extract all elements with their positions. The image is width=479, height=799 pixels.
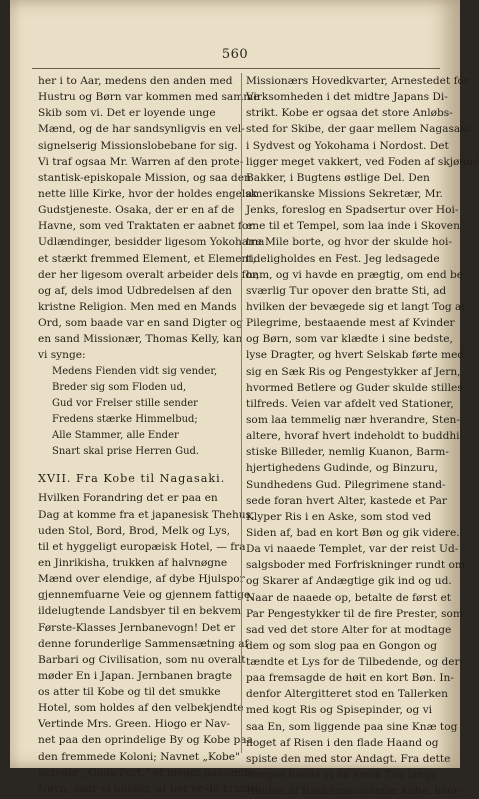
text-line: Siden af, bad en kort Bøn og gik videre. bbox=[246, 526, 460, 539]
text-line: gjennemfuarne Veie og gjennem fattige, bbox=[38, 589, 254, 602]
text-line: hvilken der bevægede sig et langt Tog af bbox=[246, 300, 466, 313]
text-line: Klyper Ris i en Aske, som stod ved bbox=[246, 510, 432, 523]
text-line: Bakker, i Bugtens østlige Del. Den bbox=[246, 171, 430, 184]
text-line: Hvilken Forandring det er paa en bbox=[38, 492, 218, 505]
text-line: og Skarer af Andægtige gik ind og ud. bbox=[246, 575, 452, 588]
text-line: lyse Dragter, og hvert Selskab førte med bbox=[246, 349, 465, 362]
text-line: og Børn, som var klædte i sine bedste, bbox=[246, 333, 453, 346]
text-line: til et hyggeligt europæisk Hotel, — fra bbox=[38, 540, 246, 553]
text-line: den fremmede Koloni; Navnet „Kobe" bbox=[38, 750, 240, 763]
text-line: nette lille Kirke, hvor der holdes engelsk bbox=[38, 187, 258, 200]
right-column bbox=[246, 73, 479, 799]
text-line: Ord, som baade var en sand Digter og bbox=[38, 317, 244, 330]
text-line: sig en Sæk Ris og Pengestykker af Jern, bbox=[246, 365, 461, 378]
text-line: tideligholdes en Fest. Jeg ledsagede bbox=[246, 252, 440, 265]
text-line: her i to Aar, medens den anden med bbox=[38, 75, 233, 87]
text-line: sede foran hvert Alter, kastede et Par bbox=[246, 494, 448, 507]
text-line: en sand Missionær, Thomas Kelly, kan bbox=[38, 333, 243, 346]
text-line: signelserig Missionslobebane for sig. bbox=[38, 139, 238, 152]
text-line: tre Mile borte, og hvor der skulde hoi- bbox=[246, 236, 452, 249]
poem-line: Snart skal prise Herren Gud. bbox=[52, 446, 200, 458]
column-divider bbox=[241, 73, 242, 753]
text-line: os atter til Kobe og til det smukke bbox=[38, 686, 221, 699]
text-line: hvormed Betlere og Guder skulde stilles bbox=[246, 381, 463, 394]
text-line: Gudstjeneste. Osaka, der er en af de bbox=[38, 204, 235, 217]
text-line: hjertighedens Gudinde, og Binzuru, bbox=[246, 462, 438, 475]
text-line: Hotel, som holdes af den velbekjendte bbox=[38, 702, 244, 715]
text-line: paa fremsagde de høit en kort Bøn. In- bbox=[246, 672, 454, 685]
left-column bbox=[38, 73, 265, 797]
text-line: amerikanske Missions Sekretær, Mr. bbox=[246, 187, 443, 200]
text-line: Sundhedens Gud. Pilegrimene stand- bbox=[246, 478, 446, 491]
text-line: Skib som vi. Det er loyende unge bbox=[38, 107, 216, 120]
poem-line: Fredens stærke Himmelbud; bbox=[52, 413, 198, 425]
text-line: Mænd, og de har sandsynligvis en vel- bbox=[38, 123, 245, 136]
text-line: ligger meget vakkert, ved Foden af skjønne bbox=[246, 155, 479, 168]
text-line: der her ligesom overalt arbeider dels for, bbox=[38, 268, 260, 281]
text-line: Tempel havde vi en smuk Tur langs bbox=[246, 769, 437, 782]
text-line: Vi traf ogsaa Mr. Warren af den prote- bbox=[38, 155, 244, 168]
text-line: ham, og vi havde en prægtig, om end be- bbox=[246, 268, 467, 281]
text-line: spiste den med stor Andagt. Fra dette bbox=[246, 752, 451, 765]
text-line: Første-Klasses Jernbanevogn! Det er bbox=[38, 621, 236, 634]
text-line: vi synge: bbox=[38, 349, 86, 362]
text-line: tændte et Lys for de Tilbedende, og der- bbox=[246, 656, 464, 669]
poem-line: Breder sig som Floden ud, bbox=[52, 381, 187, 393]
text-line: salgsboder med Forfriskninger rundt om, bbox=[246, 559, 469, 572]
text-line: med kogt Ris og Spisepinder, og vi bbox=[246, 704, 433, 717]
chapter-heading: XVII. Fra Kobe til Nagasaki. bbox=[38, 472, 226, 486]
text-line: uden Stol, Bord, Brod, Melk og Lys, bbox=[38, 524, 231, 537]
text-line: Dag at komme fra et japanesisk Thehus, bbox=[38, 508, 255, 521]
text-line: tilfreds. Veien var afdelt ved Stationer, bbox=[246, 397, 454, 410]
text-line: i Sydvest og Yokohama i Nordost. Det bbox=[246, 139, 449, 152]
page-number: 560 bbox=[221, 47, 249, 62]
text-line: denfor Altergitteret stod en Tallerken bbox=[246, 688, 449, 701]
book-page bbox=[10, 0, 479, 798]
text-line: Par Pengestykker til de fire Prester, som bbox=[246, 607, 463, 620]
text-line: stantisk-episkopale Mission, og saa den bbox=[38, 171, 251, 184]
text-line: Udlændinger, besidder ligesom Yokohama bbox=[38, 236, 265, 249]
section-gap bbox=[38, 460, 238, 468]
text-line: strikt. Kobe er ogsaa det store Anløbs- bbox=[246, 107, 453, 120]
text-line: saa En, som liggende paa sine Knæ tog bbox=[246, 720, 458, 733]
text-line: Naar de naaede op, betalte de først et bbox=[246, 591, 452, 604]
text-line: Hoiden af Bakkerne ovenfor Kobe, hvor- bbox=[246, 785, 463, 798]
text-line: som laa temmelig nær hverandre, Sten- bbox=[246, 413, 460, 426]
text-line: Missionærs Hovedkvarter, Arnestedet for bbox=[246, 75, 469, 87]
text-line: Vertinde Mrs. Green. Hiogo er Nav- bbox=[38, 718, 230, 731]
text-line: dem og som slog paa en Gongon og bbox=[246, 639, 437, 652]
left-paragraph-1 bbox=[38, 73, 265, 364]
poem-stanza bbox=[38, 364, 238, 461]
text-line: altere, hvoraf hvert indeholdt to buddhi- bbox=[246, 430, 464, 443]
text-line: denne forunderlige Sammensætning af bbox=[38, 637, 249, 650]
text-line: Pilegrime, bestaaende mest af Kvinder bbox=[246, 317, 455, 330]
text-line: Hustru og Børn var kommen med samme bbox=[38, 91, 260, 104]
text-line: Da vi naaede Templet, var der reist Ud- bbox=[246, 543, 459, 556]
text-line: net paa den oprindelige By og Kobe paa bbox=[38, 734, 253, 747]
text-line: Jenks, foreslog en Spadsertur over Hoi- bbox=[246, 204, 459, 217]
text-line: Havne, som ved Traktaten er aabnet for bbox=[38, 220, 254, 233]
left-paragraph-2 bbox=[38, 490, 261, 797]
text-line: Virksomheden i det midtre Japans Di- bbox=[246, 91, 448, 104]
text-line: betyder „Guds Port," et meget passende bbox=[38, 766, 255, 779]
text-line: et stærkt fremmed Element, et Element, bbox=[38, 252, 256, 265]
text-line: sad ved det store Alter for at modtage bbox=[246, 623, 452, 636]
text-line: sværlig Tur opover den bratte Sti, ad bbox=[246, 284, 447, 297]
text-line: og af, dels imod Udbredelsen af den bbox=[38, 284, 232, 297]
text-line: sted for Skibe, der gaar mellem Nagasaki bbox=[246, 123, 471, 136]
poem-line: Gud vor Frelser stille sender bbox=[52, 397, 198, 409]
text-line: kristne Religion. Men med en Mands bbox=[38, 300, 237, 313]
text-line: Barbari og Civilisation, som nu overalt bbox=[38, 653, 246, 666]
text-line: møder En i Japan. Jernbanen bragte bbox=[38, 669, 233, 682]
text-line: Mænd over elendige, af dybe Hjulspor bbox=[38, 573, 245, 586]
text-line: ildelugtende Landsbyer til en bekvem bbox=[38, 605, 242, 618]
poem-line: Alle Stammer, alle Ender bbox=[52, 430, 179, 442]
poem-line: Medens Fienden vidt sig vender, bbox=[52, 365, 218, 377]
header-rule bbox=[32, 68, 440, 69]
text-line: stiske Billeder, nemlig Kuanon, Barm- bbox=[246, 446, 449, 459]
text-line: noget af Risen i den flade Haand og bbox=[246, 736, 439, 749]
text-line: ene til et Tempel, som laa inde i Skoven bbox=[246, 220, 460, 233]
text-line: Navn, naar vi husker, at her er de kristne bbox=[38, 782, 261, 795]
text-line: en Jinrikisha, trukken af halvnøgne bbox=[38, 556, 228, 569]
